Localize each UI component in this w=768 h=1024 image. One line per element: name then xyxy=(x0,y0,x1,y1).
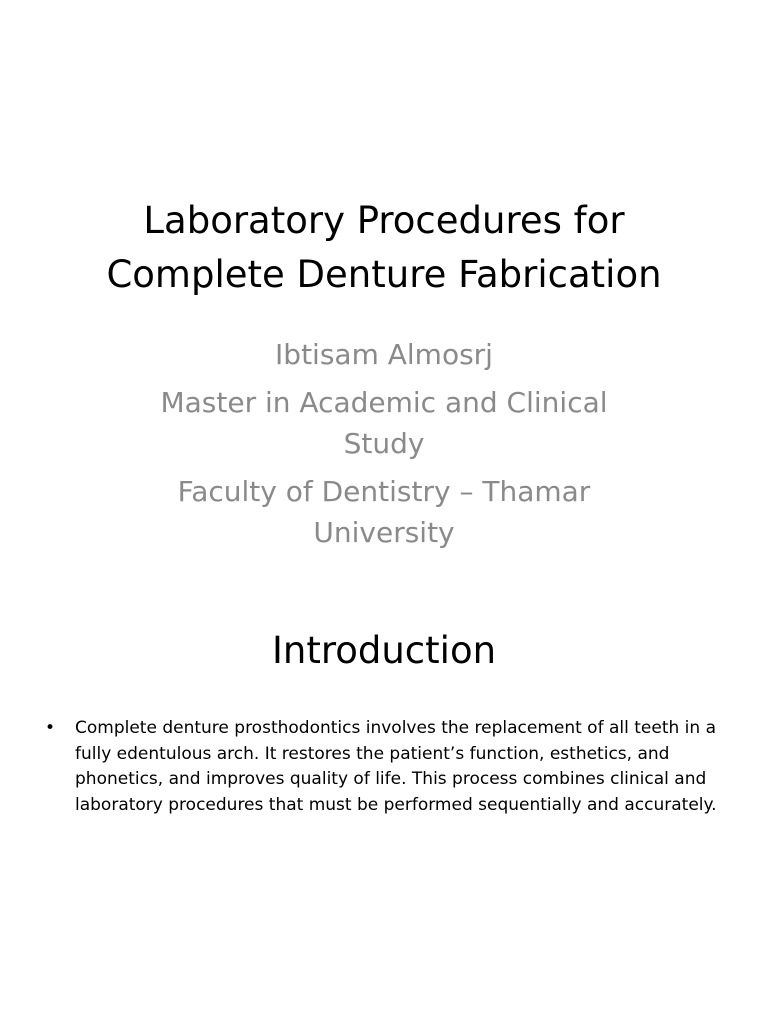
subtitle-block xyxy=(140,334,628,560)
author-affiliation: Faculty of Dentistry – Thamar University xyxy=(177,475,591,549)
author-degree: Master in Academic and Clinical Study xyxy=(160,386,608,460)
title-line-1: Laboratory Procedures for xyxy=(143,199,625,242)
bullet-icon: • xyxy=(45,718,56,738)
slide-title xyxy=(40,194,728,302)
bullet-list xyxy=(40,716,730,818)
bullet-text: Complete denture prosthodontics involves the replacement of all teeth in a fully edentulous arch. It restores the patient’s function, esthetics, and phonetics, and improves quality of life. This process combines clinical and laboratory procedures that must be performed sequentially and accurately. xyxy=(75,718,717,815)
title-line-2: Complete Denture Fabrication xyxy=(106,253,662,296)
section-heading: Introduction xyxy=(271,629,497,672)
list-item xyxy=(40,716,730,818)
author-name: Ibtisam Almosrj xyxy=(275,338,493,371)
